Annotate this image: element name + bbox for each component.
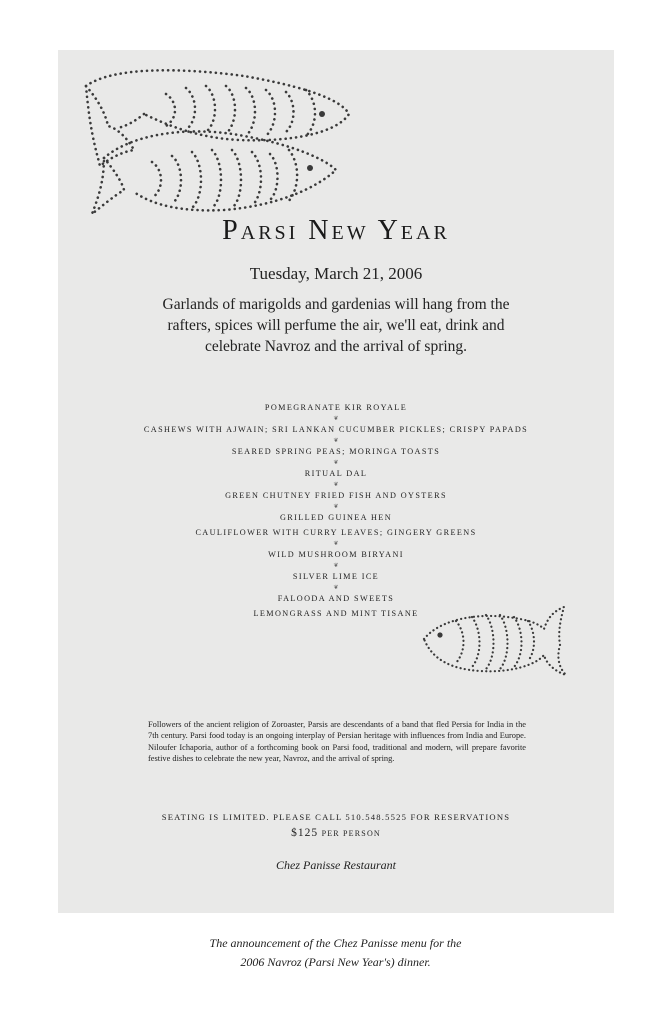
separator-icon: ❦ (333, 415, 339, 422)
page-title: Parsi New Year (222, 215, 450, 246)
menu-item: RITUAL DAL (304, 469, 368, 478)
menu-list (58, 402, 614, 619)
menu-item: CASHEWS WITH AJWAIN; SRI LANKAN CUCUMBER PICKLES; CRISPY PAPADS (143, 425, 529, 434)
menu-item: FALOODA AND SWEETS (277, 594, 395, 603)
menu-item: SEARED SPRING PEAS; MORINGA TOASTS (231, 447, 441, 456)
fish-pair-icon (74, 66, 356, 218)
reservation-line: SEATING IS LIMITED. PLEASE CALL 510.548.5525 FOR RESERVATIONS (161, 812, 511, 822)
menu-card (58, 50, 614, 913)
separator-icon: ❦ (333, 584, 339, 591)
separator-icon: ❦ (333, 503, 339, 510)
menu-item: GRILLED GUINEA HEN (279, 513, 393, 522)
price-amount: $125 (291, 827, 319, 839)
description-paragraph: Followers of the ancient religion of Zoroaster, Parsis are descendants of a band that fled Persia for India in the 7th century. Parsi food today is an ongoing interplay of Persian heritage with influences from India and Europe. Niloufer Ichaporia, author of a forthcoming book on Parsi food, traditional and modern, will prepare favorite festive dishes to celebrate the new year, Navroz, and the arrival of spring. (148, 720, 526, 764)
price-unit: PER PERSON (321, 829, 381, 838)
restaurant-name: Chez Panisse Restaurant (276, 858, 396, 872)
price-line (58, 827, 614, 839)
caption-line: 2006 Navroz (Parsi New Year's) dinner. (240, 955, 431, 969)
intro-text: Garlands of marigolds and gardenias will hang from the rafters, spices will perfume the air, we'll eat, drink and celebrate Navroz and the arrival of spring. (162, 296, 510, 355)
fish-icon (420, 605, 570, 677)
menu-item: LEMONGRASS AND MINT TISANE (253, 609, 419, 618)
separator-icon: ❦ (333, 437, 339, 444)
menu-item: GREEN CHUTNEY FRIED FISH AND OYSTERS (225, 491, 447, 500)
separator-icon: ❦ (333, 562, 339, 569)
menu-item: WILD MUSHROOM BIRYANI (268, 550, 404, 559)
menu-item: CAULIFLOWER WITH CURRY LEAVES; GINGERY GREENS (195, 528, 477, 537)
event-date: Tuesday, March 21, 2006 (249, 264, 423, 283)
menu-item: SILVER LIME ICE (292, 572, 380, 581)
caption-line: The announcement of the Chez Panisse menu for the (209, 936, 462, 950)
figure-caption (100, 934, 571, 972)
separator-icon: ❦ (333, 459, 339, 466)
separator-icon: ❦ (333, 481, 339, 488)
separator-icon: ❦ (333, 540, 339, 547)
menu-item: POMEGRANATE KIR ROYALE (264, 403, 408, 412)
